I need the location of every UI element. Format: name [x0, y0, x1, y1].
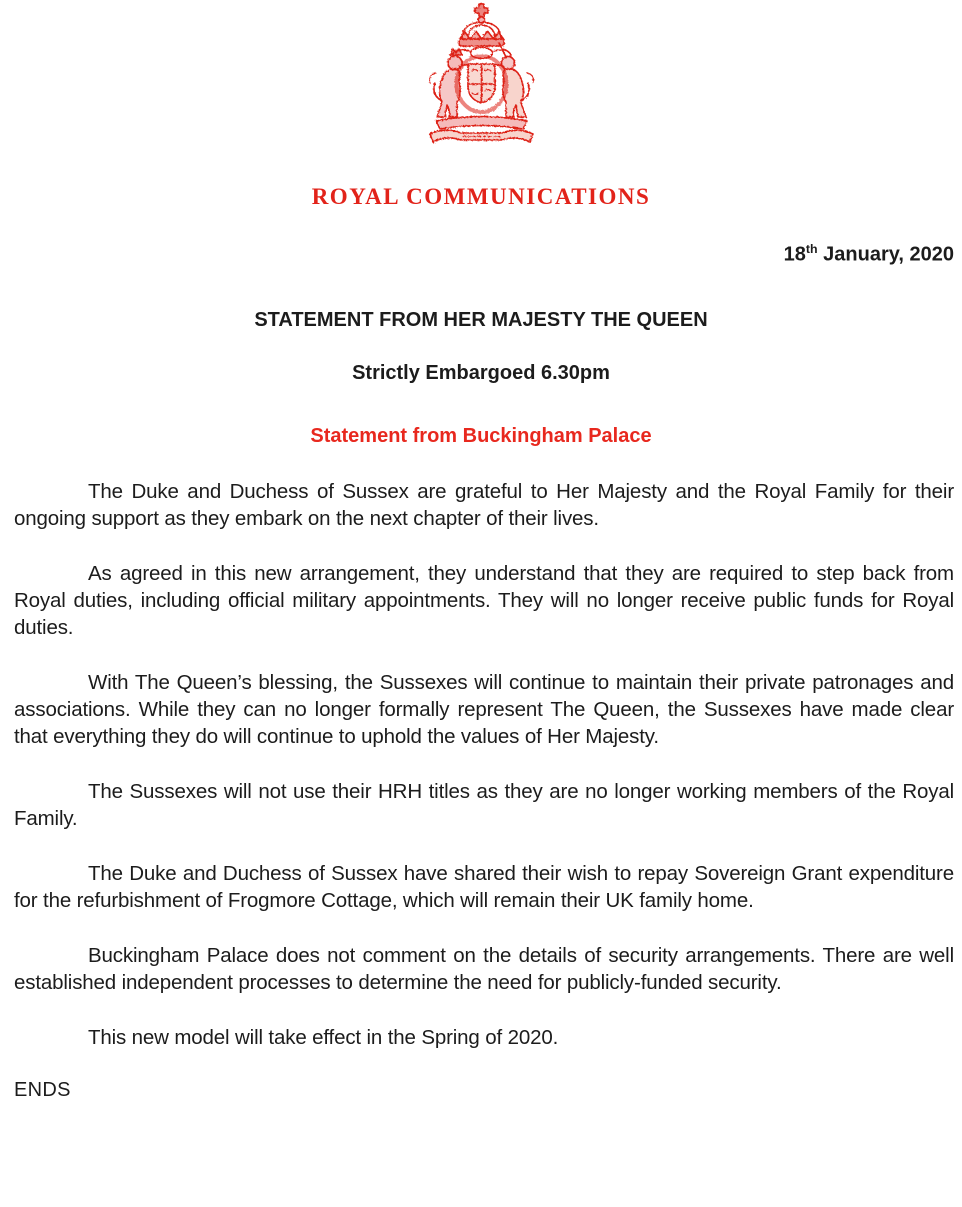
- heading-palace-statement: Statement from Buckingham Palace: [310, 424, 652, 447]
- body-paragraph: Buckingham Palace does not comment on the details of security arrangements. There are well established independent processes to determine the need for publicly-funded security.: [14, 943, 954, 994]
- date-rest: January, 2020: [817, 243, 954, 266]
- heading-statement: STATEMENT FROM HER MAJESTY THE QUEEN: [254, 308, 708, 331]
- ends-marker: ENDS: [14, 1078, 71, 1101]
- body-paragraph: The Sussexes will not use their HRH titles as they are no longer working members of the Royal Family.: [14, 779, 954, 830]
- body-paragraph: The Duke and Duchess of Sussex are grateful to Her Majesty and the Royal Family for their ongoing support as they embark on the next chapter of their lives.: [14, 479, 954, 530]
- body-paragraph: The Duke and Duchess of Sussex have shared their wish to repay Sovereign Grant expenditure for the refurbishment of Frogmore Cottage, which will remain their UK family home.: [14, 861, 954, 912]
- royal-coat-of-arms-icon: [406, 2, 556, 154]
- masthead-title: ROYAL COMMUNICATIONS: [311, 184, 651, 209]
- date-line: [0, 242, 962, 267]
- body-paragraph: This new model will take effect in the Spring of 2020.: [88, 1025, 559, 1049]
- date-day: 18: [783, 243, 806, 266]
- body-paragraphs: [0, 478, 962, 1051]
- date-ordinal: th: [805, 242, 818, 256]
- body-paragraph: With The Queen’s blessing, the Sussexes will continue to maintain their private patronages and associations. While they can no longer formally represent The Queen, the Sussexes have made clear that everything they do will continue to uphold the values of Her Majesty.: [14, 670, 954, 748]
- heading-embargo: Strictly Embargoed 6.30pm: [352, 361, 610, 384]
- body-paragraph: As agreed in this new arrangement, they understand that they are required to step back from Royal duties, including official military appointments. They will no longer receive public funds for Royal duties.: [14, 561, 954, 639]
